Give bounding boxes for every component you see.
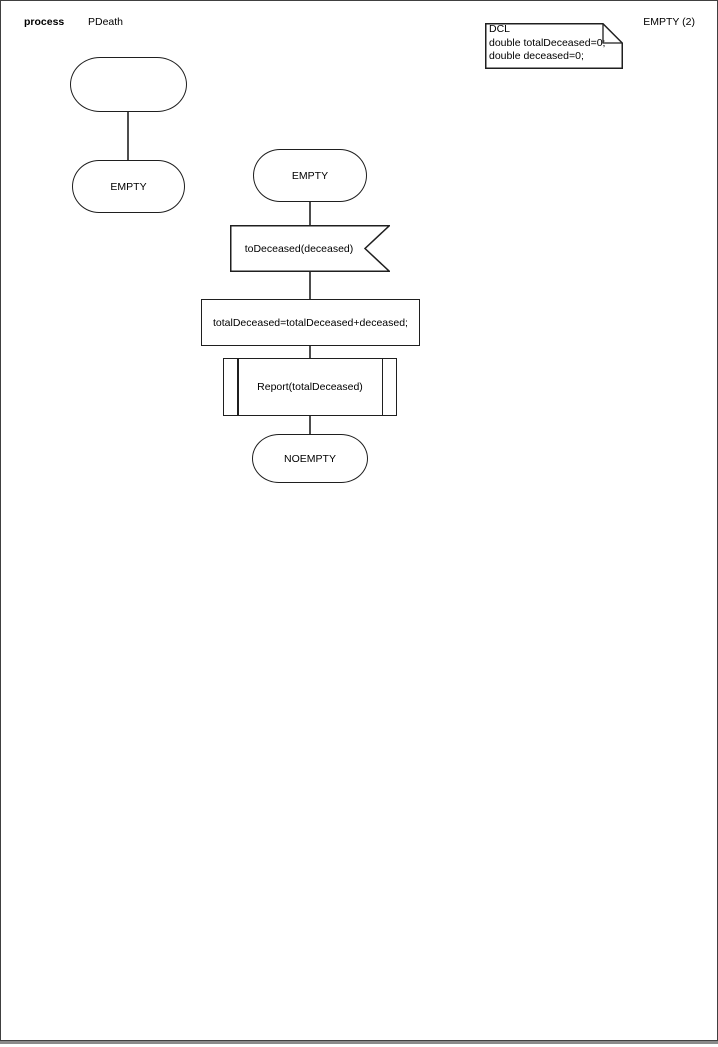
state-symbol-empty-start[interactable] (72, 160, 185, 213)
procedure-call-symbol[interactable] (223, 358, 397, 416)
state-label: NOEMPTY (284, 452, 336, 465)
process-name: PDeath (88, 16, 124, 28)
dcl-text (489, 23, 605, 64)
process-keyword: process (24, 16, 65, 28)
dcl-text-symbol[interactable] (485, 22, 625, 70)
task-label: totalDeceased=totalDeceased+deceased; (213, 316, 408, 329)
dcl-line: DCL (489, 23, 511, 35)
start-symbol[interactable] (70, 57, 187, 112)
task-symbol[interactable] (201, 299, 420, 346)
state-symbol-empty[interactable] (253, 149, 367, 202)
dcl-line: double totalDeceased=0; (489, 36, 606, 49)
state-symbol-noempty[interactable] (252, 434, 368, 483)
connector-line[interactable] (309, 268, 311, 302)
state-label: EMPTY (110, 180, 147, 193)
input-signal-symbol[interactable] (230, 225, 390, 272)
page-label: EMPTY (2) (643, 16, 695, 28)
dcl-line: double deceased=0; (489, 50, 584, 62)
connector-line[interactable] (309, 198, 311, 228)
procedure-call-label: Report(totalDeceased) (257, 381, 363, 393)
input-signal-label: toDeceased(deceased) (244, 242, 354, 255)
state-label: EMPTY (291, 169, 329, 182)
page-shadow (0, 1041, 718, 1044)
connector-line[interactable] (127, 110, 129, 162)
